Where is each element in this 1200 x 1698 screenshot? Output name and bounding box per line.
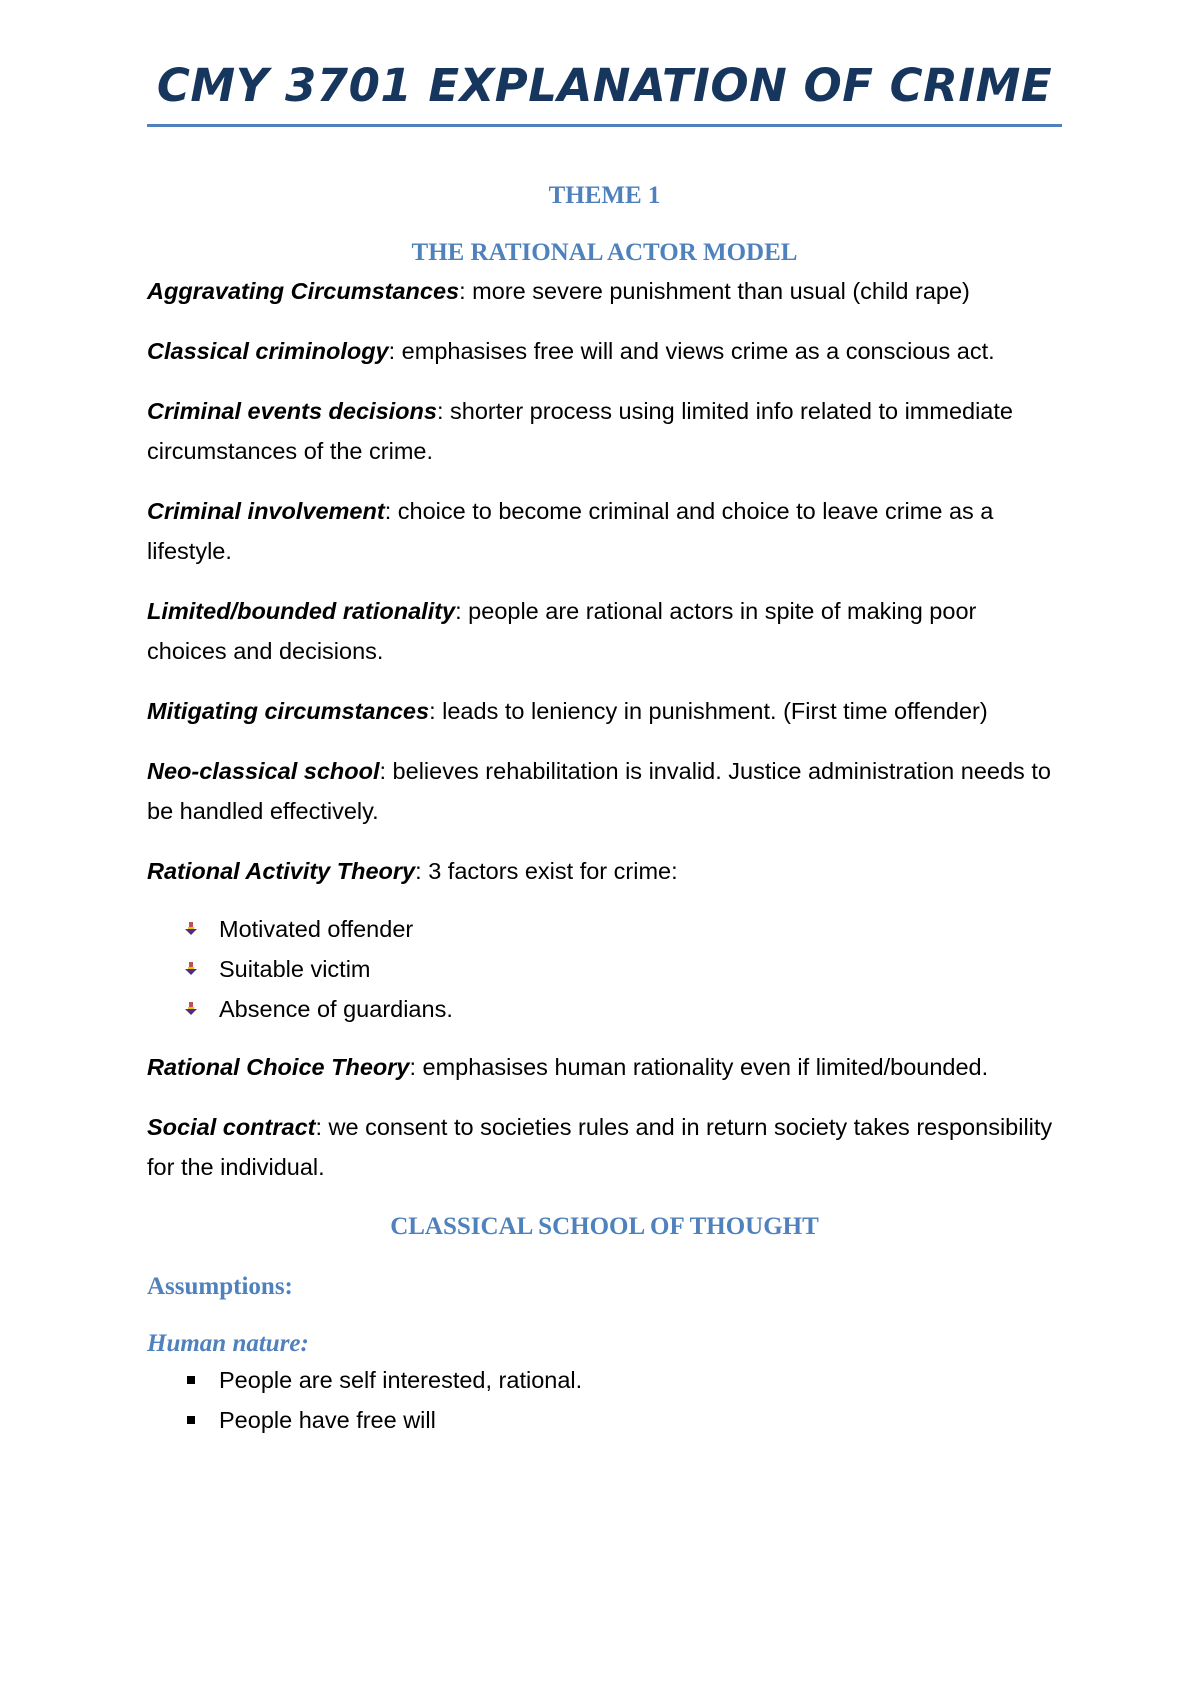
term-label: Mitigating circumstances bbox=[147, 698, 430, 724]
list-item bbox=[147, 1360, 1062, 1400]
term-rational-choice-theory bbox=[147, 1047, 1062, 1087]
term-label: Classical criminology bbox=[147, 338, 389, 364]
list-item-text: Suitable victim bbox=[219, 956, 371, 982]
term-aggravating-circumstances bbox=[147, 271, 1062, 311]
list-item-text: People have free will bbox=[219, 1407, 436, 1433]
classical-school-heading: CLASSICAL SCHOOL OF THOUGHT bbox=[390, 1213, 819, 1240]
list-item bbox=[147, 949, 1062, 989]
term-neo-classical-school bbox=[147, 751, 1062, 831]
term-definition: : 3 factors exist for crime: bbox=[415, 858, 678, 884]
term-criminal-involvement bbox=[147, 491, 1062, 571]
list-item-text: Motivated offender bbox=[219, 916, 414, 942]
human-nature-list bbox=[147, 1360, 1062, 1440]
term-label: Neo-classical school bbox=[147, 758, 380, 784]
crime-factors-list bbox=[147, 909, 1062, 1029]
term-definition: : choice to become criminal and choice to leave crime as a lifestyle. bbox=[147, 498, 994, 564]
term-label: Criminal events decisions bbox=[147, 398, 437, 424]
term-definition: : more severe punishment than usual (child rape) bbox=[459, 278, 970, 304]
term-label: Social contract bbox=[147, 1114, 316, 1140]
human-nature-heading: Human nature: bbox=[147, 1330, 309, 1357]
arrow-bullet-icon bbox=[184, 1002, 198, 1016]
list-item-text: People are self interested, rational. bbox=[219, 1367, 583, 1393]
list-item-text: Absence of guardians. bbox=[219, 996, 453, 1022]
document-body bbox=[147, 176, 1062, 1440]
list-item bbox=[147, 1400, 1062, 1440]
term-definition: : shorter process using limited info related to immediate circumstances of the crime. bbox=[147, 398, 1013, 464]
term-definition: : believes rehabilitation is invalid. Justice administration needs to be handled effectively. bbox=[147, 758, 1051, 824]
title-underline bbox=[147, 124, 1062, 127]
model-heading: THE RATIONAL ACTOR MODEL bbox=[411, 239, 798, 266]
term-definition: : emphasises human rationality even if limited/bounded. bbox=[409, 1054, 989, 1080]
term-definition: : leads to leniency in punishment. (First time offender) bbox=[429, 698, 988, 724]
list-item bbox=[147, 909, 1062, 949]
term-classical-criminology bbox=[147, 331, 1062, 371]
term-social-contract bbox=[147, 1107, 1062, 1187]
term-mitigating-circumstances bbox=[147, 691, 1062, 731]
arrow-bullet-icon bbox=[184, 962, 198, 976]
term-label: Limited/bounded rationality bbox=[147, 598, 456, 624]
assumptions-heading: Assumptions: bbox=[147, 1273, 293, 1300]
document-title: CMY 3701 EXPLANATION OF CRIME bbox=[156, 59, 1053, 112]
term-label: Rational Activity Theory bbox=[147, 858, 416, 884]
term-label: Aggravating Circumstances bbox=[147, 278, 460, 304]
term-definition: : emphasises free will and views crime as a conscious act. bbox=[388, 338, 995, 364]
term-criminal-events-decisions bbox=[147, 391, 1062, 471]
term-label: Criminal involvement bbox=[147, 498, 385, 524]
term-limited-bounded-rationality bbox=[147, 591, 1062, 671]
term-label: Rational Choice Theory bbox=[147, 1054, 410, 1080]
list-item bbox=[147, 989, 1062, 1029]
arrow-bullet-icon bbox=[184, 922, 198, 936]
term-definition: : we consent to societies rules and in return society takes responsibility for the individual. bbox=[147, 1114, 1053, 1180]
term-rational-activity-theory bbox=[147, 851, 1062, 891]
square-bullet-icon bbox=[187, 1416, 195, 1424]
theme-heading: THEME 1 bbox=[548, 182, 661, 209]
square-bullet-icon bbox=[187, 1376, 195, 1384]
term-definition: : people are rational actors in spite of making poor choices and decisions. bbox=[147, 598, 977, 664]
